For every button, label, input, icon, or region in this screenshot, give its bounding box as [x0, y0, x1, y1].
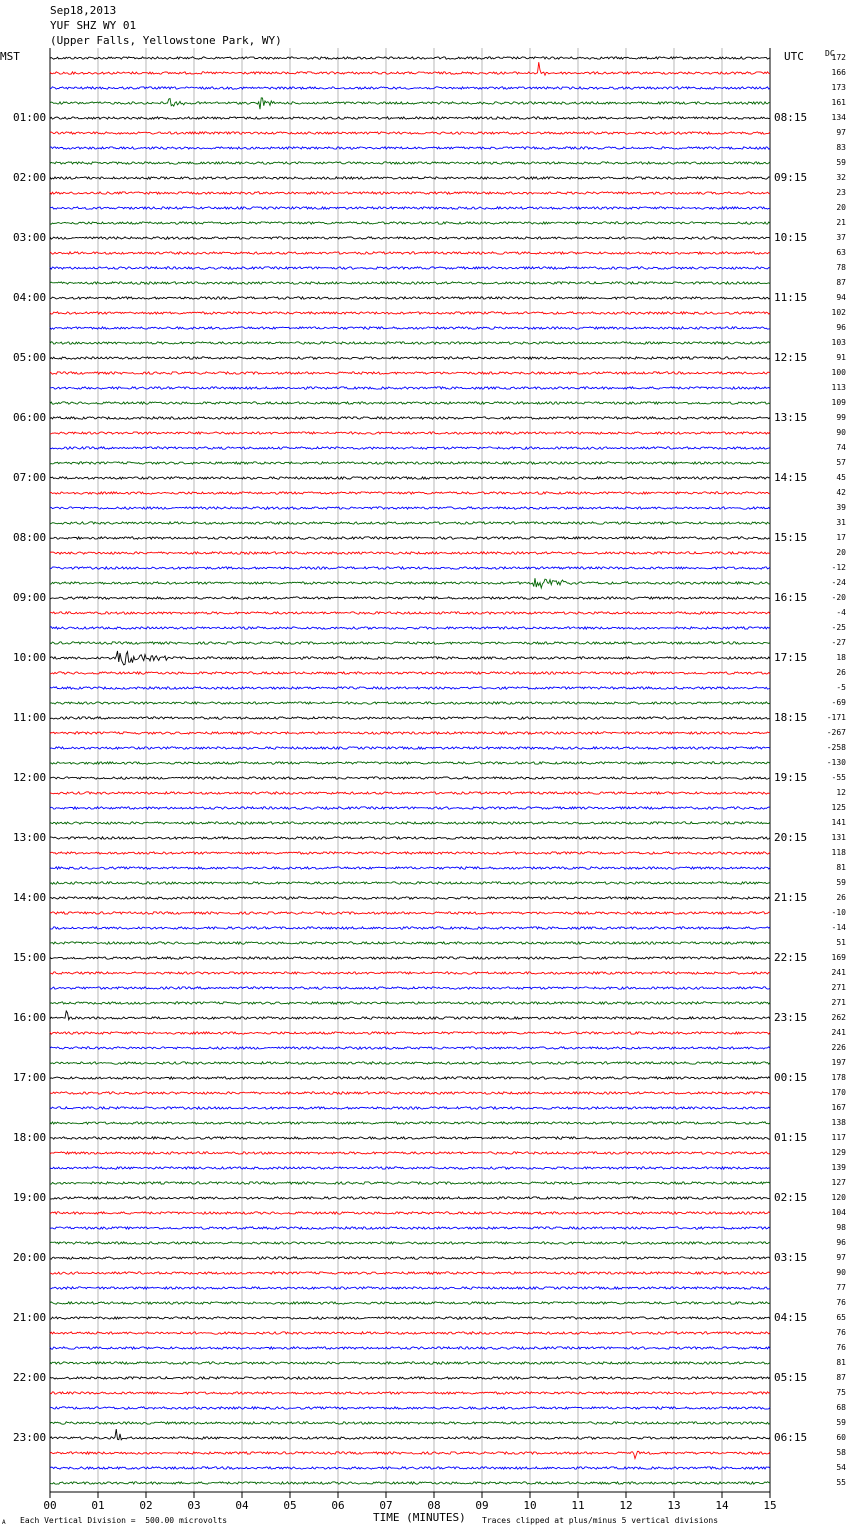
trace-row-55 — [50, 882, 770, 884]
trace-row-19 — [50, 342, 770, 344]
dc-offset-label: -24 — [831, 578, 846, 587]
x-tick-label: 01 — [91, 1499, 105, 1512]
left-hour-label: 18:00 — [13, 1131, 47, 1144]
dc-offset-label: 20 — [836, 203, 846, 212]
dc-offset-label: 139 — [831, 1163, 846, 1172]
trace-row-24 — [50, 417, 770, 419]
trace-row-43 — [50, 702, 770, 704]
dc-offset-label: 54 — [836, 1463, 846, 1472]
dc-offset-label: 100 — [831, 368, 846, 377]
trace-row-14 — [50, 267, 770, 269]
dc-offset-label: -14 — [831, 923, 846, 932]
x-tick-label: 10 — [523, 1499, 537, 1512]
trace-row-30 — [50, 507, 770, 509]
trace-row-32 — [50, 537, 770, 539]
right-hour-label: 10:15 — [774, 231, 808, 244]
dc-offset-label: 51 — [836, 938, 846, 947]
right-hour-label: 23:15 — [774, 1011, 808, 1024]
trace-row-42 — [50, 687, 770, 689]
left-hour-label: 15:00 — [13, 951, 47, 964]
dc-offset-label: 97 — [836, 128, 846, 137]
dc-offset-label: 58 — [836, 1448, 846, 1457]
trace-row-61 — [50, 972, 770, 974]
dc-offset-label: 113 — [831, 383, 846, 392]
trace-row-65 — [50, 1032, 770, 1034]
trace-row-87 — [50, 1362, 770, 1364]
dc-offset-label: 103 — [831, 338, 846, 347]
trace-row-21 — [50, 372, 770, 374]
trace-row-7 — [50, 162, 770, 164]
x-tick-label: 13 — [667, 1499, 681, 1512]
trace-row-0 — [50, 57, 770, 59]
left-hour-label: 13:00 — [13, 831, 47, 844]
left-hour-label: 07:00 — [13, 471, 47, 484]
dc-offset-label: 97 — [836, 1253, 846, 1262]
dc-offset-label: 98 — [836, 1223, 846, 1232]
trace-row-86 — [50, 1347, 770, 1349]
trace-row-72 — [50, 1137, 770, 1139]
x-tick-label: 00 — [43, 1499, 57, 1512]
dc-offset-label: 77 — [836, 1283, 846, 1292]
dc-offset-label: 167 — [831, 1103, 846, 1112]
right-hour-label: 09:15 — [774, 171, 808, 184]
trace-row-88 — [50, 1377, 770, 1379]
x-tick-label: 03 — [187, 1499, 201, 1512]
scale-note: Each Vertical Division = 500.00 microvolts — [20, 1516, 228, 1525]
dc-offset-label: 59 — [836, 158, 846, 167]
trace-row-58 — [50, 927, 770, 929]
trace-row-3 — [50, 98, 770, 109]
dc-offset-label: 170 — [831, 1088, 846, 1097]
right-hour-label: 20:15 — [774, 831, 808, 844]
dc-offset-label: 32 — [836, 173, 846, 182]
x-tick-label: 15 — [763, 1499, 777, 1512]
right-hour-label: 05:15 — [774, 1371, 808, 1384]
dc-offset-label: 87 — [836, 278, 846, 287]
trace-row-22 — [50, 387, 770, 389]
dc-offset-label: -20 — [831, 593, 846, 602]
dc-offset-label: 96 — [836, 323, 846, 332]
dc-offset-label: 18 — [836, 653, 846, 662]
dc-offset-label: 76 — [836, 1328, 846, 1337]
dc-offset-label: 81 — [836, 863, 846, 872]
trace-row-81 — [50, 1272, 770, 1274]
trace-row-35 — [50, 578, 770, 588]
right-timezone-label: UTC — [784, 50, 804, 63]
dc-offset-label: 21 — [836, 218, 846, 227]
dc-offset-label: 178 — [831, 1073, 846, 1082]
trace-row-47 — [50, 762, 770, 764]
right-hour-label: 16:15 — [774, 591, 808, 604]
left-timezone-label: MST — [0, 50, 20, 63]
trace-row-38 — [50, 627, 770, 629]
trace-row-68 — [50, 1077, 770, 1079]
right-hour-label: 19:15 — [774, 771, 808, 784]
dc-offset-label: -69 — [831, 698, 846, 707]
trace-row-84 — [50, 1317, 770, 1319]
trace-row-8 — [50, 177, 770, 179]
trace-row-77 — [50, 1212, 770, 1214]
right-hour-label: 01:15 — [774, 1131, 808, 1144]
dc-offset-label: 173 — [831, 83, 846, 92]
trace-row-13 — [50, 252, 770, 254]
left-hour-label: 03:00 — [13, 231, 47, 244]
corner-mark: A — [2, 1519, 6, 1526]
trace-row-34 — [50, 567, 770, 569]
dc-offset-label: 12 — [836, 788, 846, 797]
dc-offset-label: -27 — [831, 638, 846, 647]
dc-offset-label: 23 — [836, 188, 846, 197]
trace-row-60 — [50, 957, 770, 959]
left-hour-label: 22:00 — [13, 1371, 47, 1384]
trace-row-78 — [50, 1227, 770, 1229]
dc-offset-label: 166 — [831, 68, 846, 77]
x-tick-label: 07 — [379, 1499, 393, 1512]
trace-row-70 — [50, 1107, 770, 1109]
left-hour-label: 08:00 — [13, 531, 47, 544]
dc-offset-label: 271 — [831, 983, 846, 992]
seismic-traces — [50, 57, 770, 1484]
location-label: (Upper Falls, Yellowstone Park, WY) — [50, 34, 282, 47]
dc-offset-label: 131 — [831, 833, 846, 842]
trace-row-16 — [50, 297, 770, 299]
trace-row-29 — [50, 492, 770, 494]
trace-row-17 — [50, 312, 770, 314]
dc-offset-label: 102 — [831, 308, 846, 317]
dc-offset-label: 87 — [836, 1373, 846, 1382]
right-hour-label: 14:15 — [774, 471, 808, 484]
trace-row-31 — [50, 522, 770, 524]
station-label: YUF SHZ WY 01 — [50, 19, 137, 32]
trace-row-89 — [50, 1392, 770, 1394]
dc-offset-label: 129 — [831, 1148, 846, 1157]
dc-offset-label: 138 — [831, 1118, 846, 1127]
trace-row-79 — [50, 1242, 770, 1244]
dc-offset-label: -25 — [831, 623, 846, 632]
dc-offset-label: 91 — [836, 353, 846, 362]
trace-row-69 — [50, 1092, 770, 1094]
left-hour-label: 01:00 — [13, 111, 47, 124]
trace-row-23 — [50, 402, 770, 404]
dc-offset-label: 60 — [836, 1433, 846, 1442]
dc-offset-label: -258 — [826, 743, 846, 752]
trace-row-93 — [50, 1451, 770, 1458]
dc-offset-label: 197 — [831, 1058, 846, 1067]
trace-row-12 — [50, 237, 770, 239]
trace-row-54 — [50, 867, 770, 869]
trace-row-1 — [50, 62, 770, 75]
trace-row-80 — [50, 1257, 770, 1259]
trace-row-56 — [50, 897, 770, 899]
dc-offset-label: -4 — [836, 608, 846, 617]
dc-offset-label: 37 — [836, 233, 846, 242]
left-hour-label: 17:00 — [13, 1071, 47, 1084]
left-hour-label: 06:00 — [13, 411, 47, 424]
trace-row-4 — [50, 117, 770, 119]
dc-offset-label: 99 — [836, 413, 846, 422]
dc-offset-label: 90 — [836, 428, 846, 437]
dc-offset-label: 120 — [831, 1193, 846, 1202]
dc-offset-label: 141 — [831, 818, 846, 827]
right-hour-label: 00:15 — [774, 1071, 808, 1084]
dc-offset-label: 169 — [831, 953, 846, 962]
left-hour-label: 12:00 — [13, 771, 47, 784]
trace-row-11 — [50, 222, 770, 224]
trace-row-37 — [50, 612, 770, 614]
right-hour-label: 21:15 — [774, 891, 808, 904]
trace-row-10 — [50, 207, 770, 209]
left-hour-label: 10:00 — [13, 651, 47, 664]
trace-row-41 — [50, 672, 770, 674]
trace-row-94 — [50, 1467, 770, 1469]
trace-row-91 — [50, 1422, 770, 1424]
trace-row-67 — [50, 1062, 770, 1064]
left-hour-label: 11:00 — [13, 711, 47, 724]
left-hour-label: 20:00 — [13, 1251, 47, 1264]
dc-offset-label: -55 — [831, 773, 846, 782]
x-axis-label: TIME (MINUTES) — [373, 1511, 466, 1524]
dc-offset-label: 271 — [831, 998, 846, 1007]
trace-row-5 — [50, 132, 770, 134]
trace-row-46 — [50, 747, 770, 749]
x-tick-label: 09 — [475, 1499, 489, 1512]
dc-offset-label: 172 — [831, 53, 846, 62]
right-hour-label: 04:15 — [774, 1311, 808, 1324]
x-tick-label: 05 — [283, 1499, 297, 1512]
dc-offset-label: 74 — [836, 443, 846, 452]
dc-offset-label: 96 — [836, 1238, 846, 1247]
dc-offset-label: 59 — [836, 878, 846, 887]
trace-row-36 — [50, 597, 770, 599]
dc-offset-label: 94 — [836, 293, 846, 302]
trace-row-74 — [50, 1167, 770, 1169]
trace-row-62 — [50, 987, 770, 989]
left-hour-label: 14:00 — [13, 891, 47, 904]
right-hour-label: 03:15 — [774, 1251, 808, 1264]
trace-row-18 — [50, 327, 770, 329]
trace-row-48 — [50, 777, 770, 779]
trace-row-57 — [50, 912, 770, 914]
trace-row-2 — [50, 87, 770, 89]
trace-row-85 — [50, 1332, 770, 1334]
x-tick-label: 08 — [427, 1499, 441, 1512]
right-hour-label: 17:15 — [774, 651, 808, 664]
dc-offset-label: 31 — [836, 518, 846, 527]
dc-offset-label: -130 — [826, 758, 846, 767]
trace-row-45 — [50, 732, 770, 734]
left-hour-label: 23:00 — [13, 1431, 47, 1444]
left-hour-label: 04:00 — [13, 291, 47, 304]
dc-offset-label: 127 — [831, 1178, 846, 1187]
x-tick-label: 06 — [331, 1499, 345, 1512]
dc-offset-label: 55 — [836, 1478, 846, 1487]
trace-row-40 — [50, 651, 770, 665]
trace-row-92 — [50, 1429, 770, 1440]
dc-offset-label: 26 — [836, 893, 846, 902]
dc-offset-label: 90 — [836, 1268, 846, 1277]
dc-offset-label: 68 — [836, 1403, 846, 1412]
x-tick-label: 02 — [139, 1499, 153, 1512]
trace-row-53 — [50, 852, 770, 854]
clip-note: Traces clipped at plus/minus 5 vertical divisions — [482, 1516, 719, 1525]
time-axis-ticks — [50, 1492, 770, 1498]
right-hour-label: 22:15 — [774, 951, 808, 964]
right-hour-label: 15:15 — [774, 531, 808, 544]
dc-offset-label: 63 — [836, 248, 846, 257]
dc-offset-label: 57 — [836, 458, 846, 467]
right-hour-label: 12:15 — [774, 351, 808, 364]
right-hour-label: 02:15 — [774, 1191, 808, 1204]
dc-offset-label: -12 — [831, 563, 846, 572]
trace-row-83 — [50, 1302, 770, 1304]
dc-offset-label: -267 — [826, 728, 846, 737]
dc-offset-label: 241 — [831, 968, 846, 977]
dc-offset-label: -171 — [826, 713, 846, 722]
left-hour-label: 05:00 — [13, 351, 47, 364]
dc-offset-label: 109 — [831, 398, 846, 407]
dc-offset-label: 26 — [836, 668, 846, 677]
trace-row-63 — [50, 1002, 770, 1004]
left-hour-label: 19:00 — [13, 1191, 47, 1204]
trace-row-82 — [50, 1287, 770, 1289]
left-hour-label: 21:00 — [13, 1311, 47, 1324]
date-label: Sep18,2013 — [50, 4, 117, 17]
dc-offset-label: 78 — [836, 263, 846, 272]
dc-offset-label: 118 — [831, 848, 846, 857]
dc-offset-label: 76 — [836, 1298, 846, 1307]
dc-offset-label: 226 — [831, 1043, 846, 1052]
minute-gridlines — [50, 48, 770, 1492]
dc-offset-label: 81 — [836, 1358, 846, 1367]
trace-row-49 — [50, 792, 770, 794]
trace-row-76 — [50, 1197, 770, 1199]
dc-offset-label: 262 — [831, 1013, 846, 1022]
dc-offset-label: -5 — [836, 683, 846, 692]
dc-offset-label: 161 — [831, 98, 846, 107]
dc-offset-label: 76 — [836, 1343, 846, 1352]
right-hour-label: 11:15 — [774, 291, 808, 304]
trace-row-64 — [50, 1011, 770, 1020]
trace-row-52 — [50, 837, 770, 839]
x-tick-label: 14 — [715, 1499, 729, 1512]
trace-row-6 — [50, 147, 770, 149]
trace-row-90 — [50, 1407, 770, 1409]
dc-offset-label: 75 — [836, 1388, 846, 1397]
trace-row-39 — [50, 642, 770, 644]
trace-row-25 — [50, 432, 770, 434]
trace-row-26 — [50, 447, 770, 449]
left-hour-label: 02:00 — [13, 171, 47, 184]
x-tick-label: 12 — [619, 1499, 633, 1512]
trace-row-95 — [50, 1482, 770, 1484]
trace-row-27 — [50, 462, 770, 464]
dc-offset-label: 65 — [836, 1313, 846, 1322]
dc-offset-label: 125 — [831, 803, 846, 812]
left-hour-label: 16:00 — [13, 1011, 47, 1024]
right-hour-label: 08:15 — [774, 111, 808, 124]
dc-offset-label: 59 — [836, 1418, 846, 1427]
trace-row-59 — [50, 942, 770, 944]
dc-offset-label: 17 — [836, 533, 846, 542]
dc-offset-label: 45 — [836, 473, 846, 482]
trace-row-20 — [50, 357, 770, 359]
dc-offset-label: 83 — [836, 143, 846, 152]
dc-offset-label: 104 — [831, 1208, 846, 1217]
trace-row-73 — [50, 1152, 770, 1154]
x-tick-label: 04 — [235, 1499, 249, 1512]
trace-row-71 — [50, 1122, 770, 1124]
dc-offset-label: 134 — [831, 113, 846, 122]
right-hour-label: 06:15 — [774, 1431, 808, 1444]
trace-row-75 — [50, 1182, 770, 1184]
right-hour-label: 18:15 — [774, 711, 808, 724]
dc-offset-label: 20 — [836, 548, 846, 557]
dc-offset-label: -10 — [831, 908, 846, 917]
right-hour-label: 13:15 — [774, 411, 808, 424]
dc-offset-label: 39 — [836, 503, 846, 512]
trace-row-44 — [50, 717, 770, 719]
dc-offset-label: 117 — [831, 1133, 846, 1142]
trace-row-28 — [50, 477, 770, 479]
trace-row-66 — [50, 1047, 770, 1049]
dc-offset-label: 241 — [831, 1028, 846, 1037]
left-hour-label: 09:00 — [13, 591, 47, 604]
dc-offset-label: 42 — [836, 488, 846, 497]
x-tick-label: 11 — [571, 1499, 585, 1512]
trace-row-9 — [50, 192, 770, 194]
trace-row-51 — [50, 822, 770, 824]
trace-row-15 — [50, 282, 770, 284]
trace-row-50 — [50, 807, 770, 809]
trace-row-33 — [50, 552, 770, 554]
dc-label: DC — [825, 49, 835, 58]
